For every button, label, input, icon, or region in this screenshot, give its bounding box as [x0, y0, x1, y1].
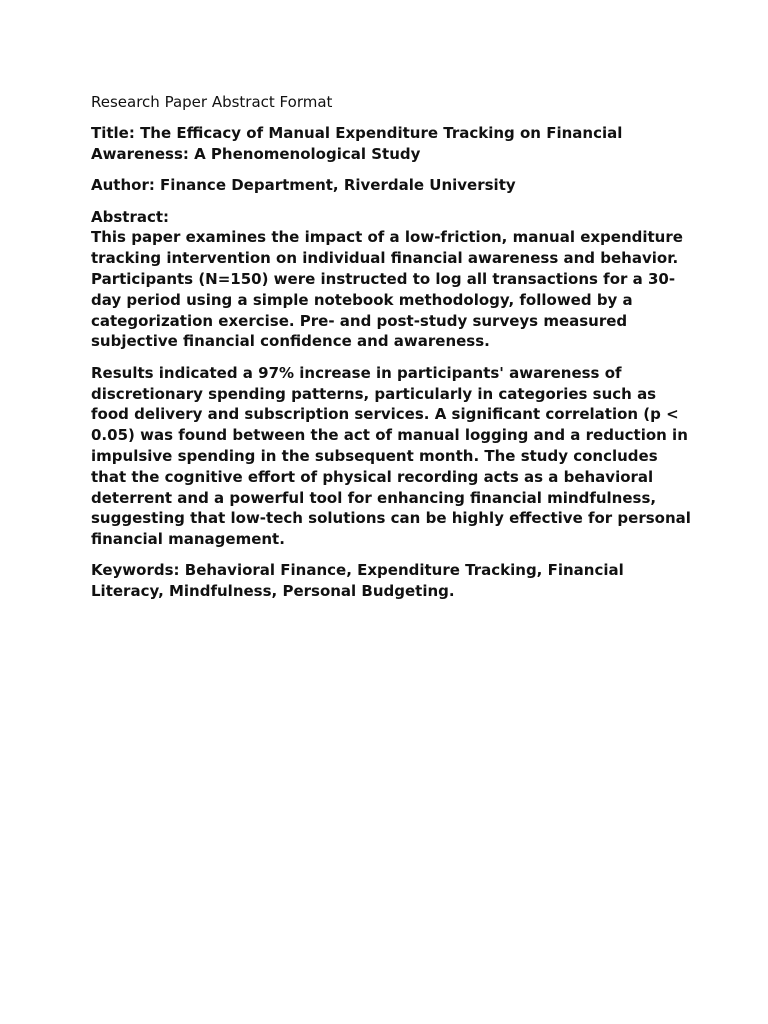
- keywords: Keywords: Behavioral Finance, Expenditure Tracking, Financial Literacy, Mindfulness, Personal Budgeting.: [91, 561, 624, 601]
- paper-title: Title: The Efficacy of Manual Expenditure Tracking on Financial Awareness: A Phenomenological Study: [91, 124, 623, 164]
- abstract-paragraph-2: Results indicated a 97% increase in participants' awareness of discretionary spending patterns, particularly in categories such as food delivery and subscription services. A significant correlation (p < 0.05) was found between the act of manual logging and a reduction in impulsive spending in the subsequent month. The study concludes that the cognitive effort of physical recording acts as a behavioral deterrent and a powerful tool for enhancing financial mindfulness, suggesting that low-tech solutions can be highly effective for personal financial management.: [91, 363, 691, 549]
- abstract-label: Abstract:: [91, 207, 170, 226]
- abstract-section: [91, 207, 691, 353]
- format-heading: Research Paper Abstract Format: [91, 93, 333, 111]
- document-page: [91, 92, 691, 613]
- paper-author: Author: Finance Department, Riverdale University: [91, 176, 516, 195]
- abstract-paragraph-1: This paper examines the impact of a low-friction, manual expenditure tracking intervention on individual financial awareness and behavior. Participants (N=150) were instructed to log all transactions for a 30-day period using a simple notebook methodology, followed by a categorization exercise. Pre- and post-study surveys measured subjective financial confidence and awareness.: [91, 228, 683, 351]
